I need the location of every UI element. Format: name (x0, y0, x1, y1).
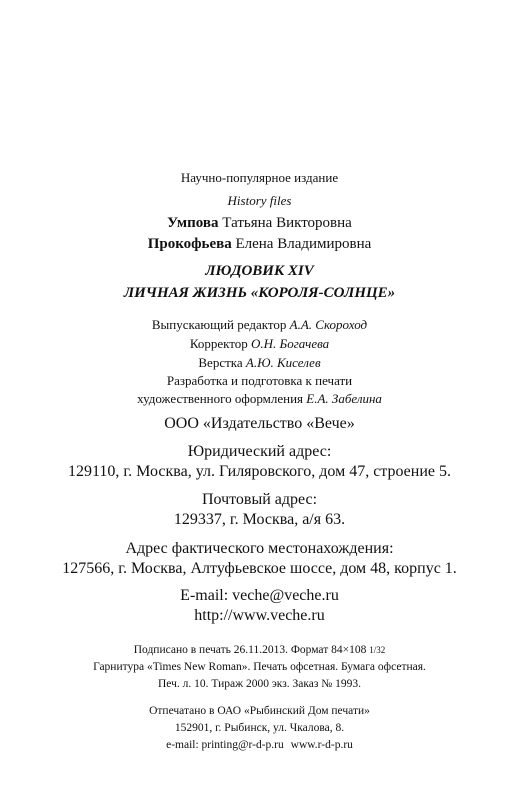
imprint-line-2: Гарнитура «Times New Roman». Печать офсетная. Бумага офсетная. (93, 661, 426, 673)
author-line-1 (0, 215, 519, 232)
credit-proofreader-name: О.Н. Богачева (251, 336, 330, 351)
credit-proofreader-role: Корректор (189, 336, 248, 351)
edition-type: Научно-популярное издание (180, 170, 339, 185)
postal-address-label: Почтовый адрес: (201, 491, 318, 508)
credit-editor-name: А.А. Скороход (289, 317, 368, 332)
imprint-format-fraction: 1/32 (369, 645, 386, 655)
design-credit-line-1: Разработка и подготовка к печати (166, 373, 353, 388)
imprint-line-3: Печ. л. 10. Тираж 2000 экз. Заказ № 1993. (157, 678, 362, 690)
author-line-2 (0, 236, 519, 253)
publisher-email: E-mail: veche@veche.ru (180, 587, 339, 604)
printer-line-2: 152901, г. Рыбинск, ул. Чкалова, 8. (174, 722, 345, 734)
imprint-signed-format: Подписано в печать 26.11.2013. Формат 84×108 (133, 644, 367, 656)
imprint-line-1 (0, 644, 519, 656)
author-1-given: Татьяна Викторовна (222, 215, 352, 231)
credit-proofreader (0, 336, 519, 352)
printer-website: www.r-d-p.ru (290, 739, 353, 751)
legal-address-label: Юридический адрес: (187, 443, 332, 460)
design-credit-name: Е.А. Забелина (306, 391, 382, 406)
series-name: History files (227, 193, 292, 208)
printer-line-1: Отпечатано в ОАО «Рыбинский Дом печати» (149, 705, 370, 717)
printer-contacts (0, 739, 519, 751)
author-2-surname: Прокофьева (147, 236, 232, 252)
credit-layout (0, 355, 519, 371)
credit-editor (0, 317, 519, 333)
legal-address: 129110, г. Москва, ул. Гиляровского, дом 47, строение 5. (68, 463, 451, 480)
publisher-website: http://www.veche.ru (194, 607, 325, 624)
postal-address: 129337, г. Москва, а/я 63. (173, 511, 346, 528)
actual-address-label: Адрес фактического местонахождения: (125, 540, 394, 557)
book-subtitle: ЛИЧНАЯ ЖИЗНЬ «КОРОЛЯ-СОЛНЦЕ» (123, 285, 396, 301)
credit-layout-role: Верстка (198, 355, 243, 370)
author-1-surname: Умпова (167, 215, 219, 231)
printer-email: e-mail: printing@r-d-p.ru (166, 739, 284, 751)
actual-address: 127566, г. Москва, Алтуфьевское шоссе, дом 48, корпус 1. (62, 560, 457, 577)
credit-editor-role: Выпускающий редактор (151, 317, 287, 332)
design-credit-role: художественного оформления (137, 391, 304, 406)
publisher-name: ООО «Издательство «Вече» (164, 415, 355, 432)
design-credit-line-2 (0, 391, 519, 407)
author-2-given: Елена Владимировна (235, 236, 372, 252)
book-title: ЛЮДОВИК XIV (205, 263, 314, 279)
credit-layout-name: А.Ю. Киселев (245, 355, 321, 370)
